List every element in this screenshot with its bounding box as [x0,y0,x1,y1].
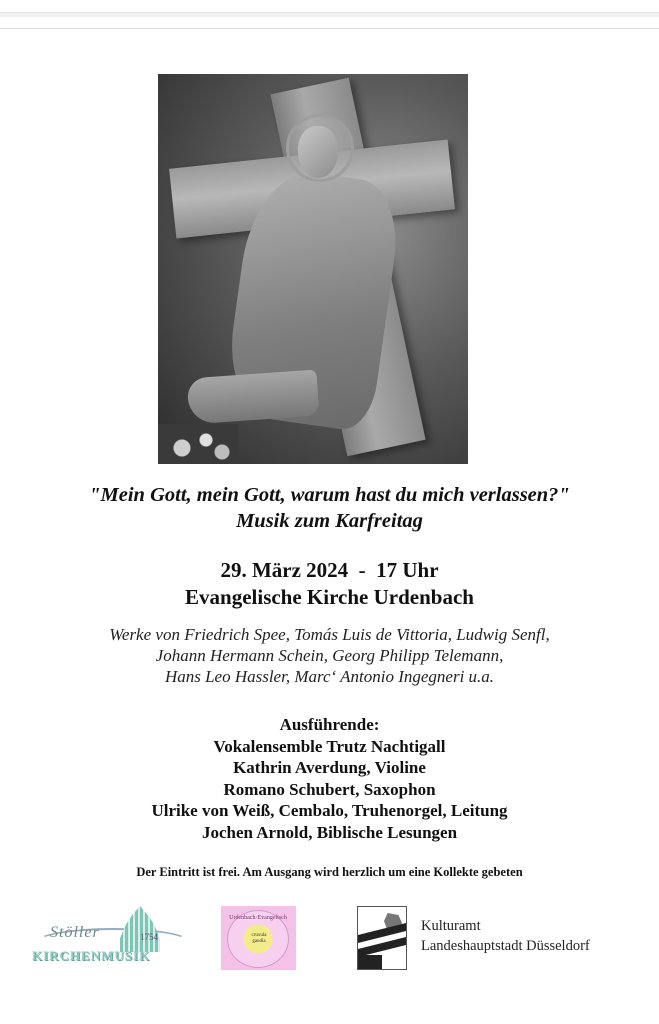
mark-block [358,955,382,969]
logo-script: Stöller [50,924,100,941]
kulturamt-line1: Kulturamt [421,918,481,934]
seal-center-text: cruxula gaudia [251,933,267,944]
seal-ring [227,910,289,968]
kirchenmusik-logo [32,902,192,970]
admission-note: Der Eintritt ist frei. Am Ausgang wird herzlich um eine Kollekte gebeten [136,865,523,879]
event-date-time: 29. März 2024 - 17 Uhr [220,558,439,582]
performers-heading: Ausführende: [279,715,380,734]
figure-head [298,126,338,178]
relief-photo [158,74,468,464]
duesseldorf-lion-icon [357,906,407,970]
event-venue: Evangelische Kirche Urdenbach [185,585,474,609]
organ-pipes-icon [120,906,160,952]
performer-line: Kathrin Averdung, Violine [233,758,426,777]
works-line: Hans Leo Hassler, Marc‘ Antonio Ingegneri u.a. [164,667,495,686]
works-line: Johann Hermann Schein, Georg Philipp Telemann, [155,646,504,665]
foliage [158,424,238,464]
works-list [0,624,659,687]
urdenbach-seal-logo [221,906,296,970]
logo-caption: KIRCHENMUSIK [32,948,151,963]
toolbar-strip [0,12,659,17]
seal-ring-text: Urdenbach·Evangelisch [229,915,287,921]
performer-line: Ulrike von Weiß, Cembalo, Truhenorgel, Leitung [151,801,508,820]
performer-line: Vokalensemble Trutz Nachtigall [213,736,446,756]
kulturamt-logo [357,906,617,970]
browser-top-bar [0,0,659,29]
works-line: Werke von Friedrich Spee, Tomás Luis de Vittoria, Ludwig Senfl, [109,625,550,644]
performer-line: Jochen Arnold, Biblische Lesungen [201,822,458,842]
figure-leg [187,370,320,425]
logo-year: 1754 [140,932,158,942]
kulturamt-line2: Landeshauptstadt Düsseldorf [421,938,590,954]
performer-line: Romano Schubert, Saxophon [223,779,436,799]
event-subtitle: Musik zum Karfreitag [236,510,423,532]
quote-title: "Mein Gott, mein Gott, warum hast du mich verlassen?" [89,484,570,506]
kulturamt-text [421,916,590,956]
performers-list [0,714,659,843]
